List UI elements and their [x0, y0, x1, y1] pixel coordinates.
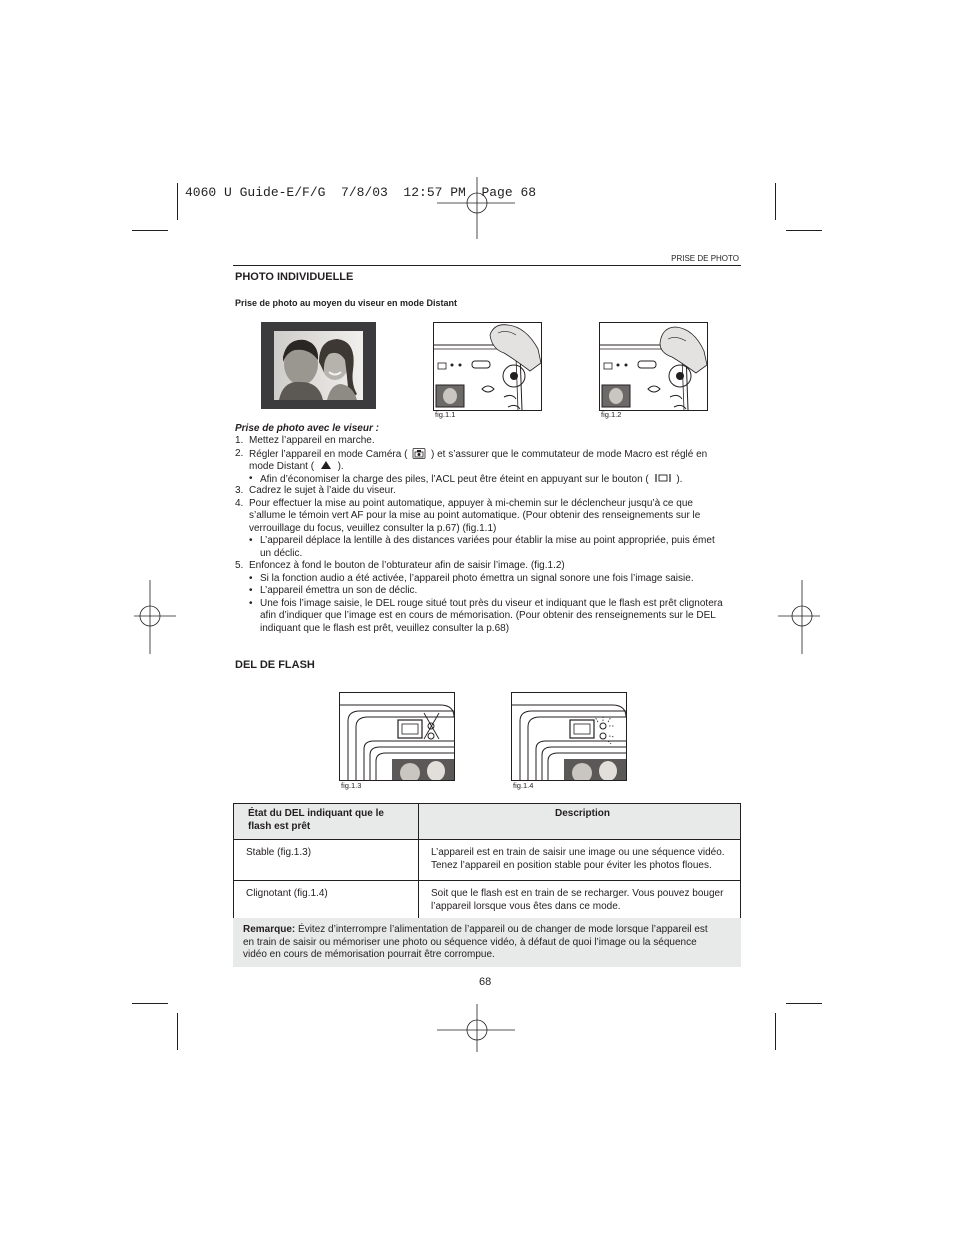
- bullet-text: afin d’indiquer que l’image est en cours de mémorisation. (Pour obtenir des renseignements sur le DEL: [260, 610, 716, 621]
- figure-caption: fig.1.4: [513, 781, 534, 790]
- step-text-part: Régler l’appareil en mode Caméra (: [249, 449, 408, 460]
- bullet-text-part: Afin d’économiser la charge des piles, l’ACL peut être éteint en appuyant sur le bouton (: [260, 474, 649, 485]
- table-row: [234, 881, 741, 922]
- figure-camera-top-1: [433, 322, 542, 411]
- remark-text: Évitez d’interrompre l’alimentation de l’appareil ou de changer de mode lorsque l’appareil est: [295, 924, 708, 935]
- bullet-text: Si la fonction audio a été activée, l’appareil photo émettra un signal sonore une fois l’image saisie.: [260, 573, 694, 584]
- figure-camera-top-2: [599, 322, 708, 411]
- step-number: 4.: [235, 498, 244, 509]
- registration-mark-right: [776, 578, 822, 656]
- lcd-display-icon: [654, 473, 672, 483]
- remark-line: en train de saisir ou mémoriser une photo ou séquence vidéo, à défaut de quoi l’image ou la séquence: [243, 936, 697, 948]
- step-text: s’allume le témoin vert AF pour la mise au point automatique. (Pour obtenir des renseignements sur le: [249, 510, 701, 521]
- table-cell: [419, 881, 741, 922]
- section-subtitle: Prise de photo au moyen du viseur en mode Distant: [235, 298, 458, 308]
- crop-mark: [786, 1003, 822, 1004]
- bullet: •: [249, 535, 253, 546]
- print-slug: 4060 U Guide-E/F/G 7/8/03 12:57 PM Page 68: [185, 185, 537, 200]
- step-text-part: mode Distant (: [249, 461, 315, 472]
- step-text: Mettez l’appareil en marche.: [249, 435, 375, 446]
- table-header-row: [234, 804, 741, 840]
- header-rule: [233, 265, 741, 266]
- step-text-part: ).: [337, 461, 344, 472]
- bullet: •: [249, 598, 253, 609]
- bullet: •: [249, 573, 253, 584]
- crop-mark: [786, 230, 822, 231]
- figure-caption: fig.1.1: [435, 410, 456, 419]
- step-text: verrouillage du focus, veuillez consulter la p.67) (fig.1.1): [249, 523, 497, 534]
- section-title: PHOTO INDIVIDUELLE: [235, 271, 354, 283]
- bullet: •: [249, 585, 253, 596]
- header-line: État du DEL indiquant que le: [248, 808, 384, 819]
- cell-line: Tenez l’appareil en position stable pour éviter les photos floues.: [431, 859, 712, 871]
- table-cell: Clignotant (fig.1.4): [234, 881, 419, 922]
- step-text: [249, 460, 344, 474]
- bullet-text-part: ).: [676, 474, 683, 485]
- bullet-text: L’appareil déplace la lentille à des distances variées pour établir la mise au point appropriée, puis émet: [260, 535, 715, 546]
- table-cell: [419, 840, 741, 881]
- crop-mark: [775, 183, 776, 220]
- crop-mark: [177, 1013, 178, 1050]
- figure-caption: fig.1.2: [601, 410, 622, 419]
- step-number: 2.: [235, 448, 244, 459]
- flash-led-table: [233, 803, 741, 922]
- steps-heading: Prise de photo avec le viseur :: [235, 423, 379, 434]
- table-header-cell: Description: [419, 804, 741, 840]
- cell-line: Soit que le flash est en train de se recharger. Vous pouvez bouger: [431, 888, 724, 899]
- crop-mark: [775, 1013, 776, 1050]
- bullet-text: indiquant que le flash est prêt, veuillez consulter la p.68): [260, 623, 510, 634]
- registration-mark-bottom: [437, 1000, 517, 1055]
- figure-caption: fig.1.3: [341, 781, 362, 790]
- registration-mark-top: [437, 173, 517, 243]
- couple-photo: [261, 322, 376, 409]
- remark-line: vidéo en cours de mémorisation pourrait être corrompue.: [243, 949, 495, 960]
- bullet-text: Une fois l’image saisie, le DEL rouge situé tout près du viseur et indiquant que le flash est prêt clignotera: [260, 598, 723, 609]
- remark-box: [233, 918, 741, 967]
- crop-mark: [132, 1003, 168, 1004]
- section-title: DEL DE FLASH: [235, 659, 315, 671]
- bullet-text: un déclic.: [260, 548, 303, 559]
- step-number: 3.: [235, 485, 244, 496]
- bullet: •: [249, 473, 253, 484]
- page-number: 68: [479, 976, 492, 988]
- remark-line: [243, 924, 731, 937]
- figure-flash-led-steady: [339, 692, 455, 781]
- table-cell: Stable (fig.1.3): [234, 840, 419, 881]
- crop-mark: [132, 230, 168, 231]
- table-header-cell: [234, 804, 419, 840]
- camera-mode-icon: [412, 448, 426, 459]
- step-text: Cadrez le sujet à l’aide du viseur.: [249, 485, 396, 496]
- step-text-part: ) et s’assurer que le commutateur de mode Macro est réglé en: [430, 449, 708, 460]
- table-row: [234, 840, 741, 881]
- step-number: 1.: [235, 435, 244, 446]
- step-number: 5.: [235, 560, 244, 571]
- registration-mark-left: [132, 578, 178, 656]
- step-text: Enfoncez à fond le bouton de l’obturateur afin de saisir l’image. (fig.1.2): [249, 560, 565, 571]
- cell-line: L’appareil est en train de saisir une image ou une séquence vidéo.: [431, 847, 725, 858]
- header-line: flash est prêt: [248, 820, 311, 832]
- cell-line: l’appareil lorsque vous êtes dans ce mode.: [431, 900, 621, 912]
- remark-label: Remarque:: [243, 924, 296, 935]
- step-text: Pour effectuer la mise au point automatique, appuyer à mi-chemin sur le déclencheur jusqu’à ce que: [249, 498, 693, 509]
- running-header: PRISE DE PHOTO: [671, 254, 739, 263]
- mountain-distant-icon: [319, 460, 333, 470]
- figure-flash-led-blinking: [511, 692, 627, 781]
- crop-mark: [177, 183, 178, 220]
- bullet-text: L’appareil émettra un son de déclic.: [260, 585, 418, 596]
